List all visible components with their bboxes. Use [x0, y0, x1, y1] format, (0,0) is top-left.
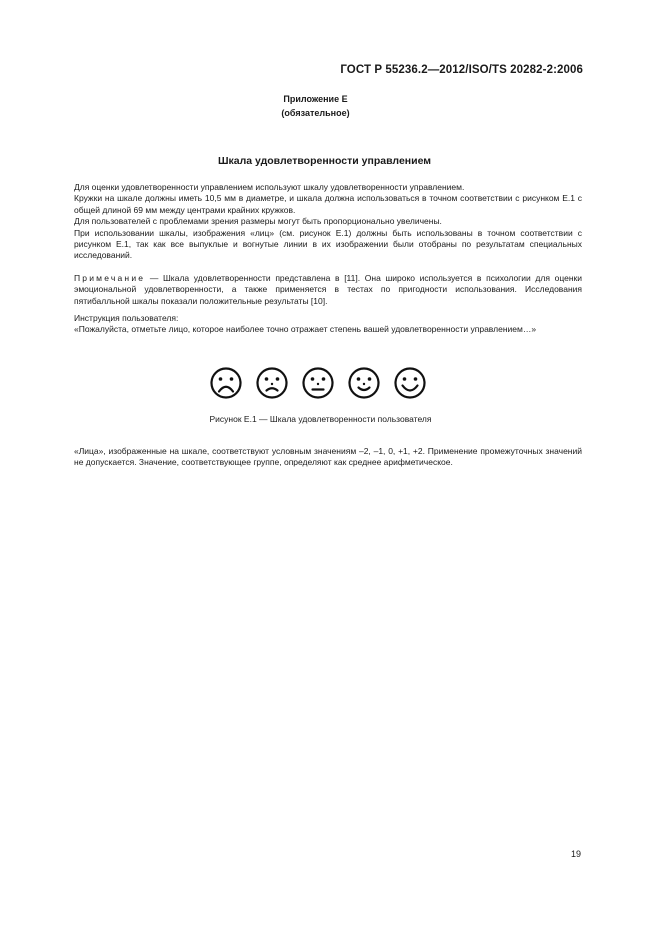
annex-title: Приложение Е: [283, 94, 348, 104]
satisfaction-scale: [0, 366, 648, 400]
instruction-quote: «Пожалуйста, отметьте лицо, которое наиболее точно отражает степень вашей удовлетворенности управлением…»: [74, 324, 537, 335]
instruction-label: Инструкция пользователя:: [74, 313, 179, 323]
annex-status: (обязательное): [281, 108, 350, 118]
paragraph: Кружки на шкале должны иметь 10,5 мм в диаметре, и шкала должна использоваться в точном соответствии с рисунком Е.1 с общей длиной 69 мм между центрами крайних кружков.: [74, 193, 582, 215]
note-block: [74, 273, 582, 307]
instruction-block: [74, 313, 582, 336]
closing-block: [74, 446, 582, 469]
happy-face-icon: [347, 366, 381, 400]
very-happy-face-icon: [393, 366, 427, 400]
body-text: [74, 182, 582, 262]
unhappy-face-icon: [255, 366, 289, 400]
annex-heading: [0, 92, 661, 120]
paragraph: При использовании шкалы, изображения «лиц» (см. рисунок Е.1) должны быть использованы в точном соответствии с рисунком Е.1, так как все выпуклые и вогнутые линии в их изображении были отобраны по результатам специальных исследований.: [74, 227, 582, 261]
closing-paragraph: «Лица», изображенные на шкале, соответствуют условным значениям –2, –1, 0, +1, +2. Применение промежуточных значений не допускается. Значение, соответствующее группе, определяют как среднее арифметическое.: [74, 446, 582, 468]
paragraph: Для пользователей с проблемами зрения размеры могут быть пропорционально увеличены.: [74, 216, 442, 227]
page-number: 19: [570, 849, 581, 859]
neutral-face-icon: [301, 366, 335, 400]
figure-caption: Рисунок Е.1 — Шкала удовлетворенности пользователя: [209, 414, 432, 424]
section-title: Шкала удовлетворенности управлением: [217, 155, 432, 167]
paragraph: Для оценки удовлетворенности управлением используют шкалу удовлетворенности управлением.: [74, 182, 465, 192]
note-text: — Шкала удовлетворенности представлена в [11]. Она широко используется в психологии для оценки эмоциональной удовлетворенности, а также применяется в тестах по пригодности использования. Исследования пятибалльной шкалы показали положительные результаты [10].: [74, 273, 582, 306]
note-paragraph: [74, 273, 582, 307]
standard-id-header: ГОСТ Р 55236.2—2012/ISO/TS 20282-2:2006: [340, 64, 583, 76]
very-unhappy-face-icon: [209, 366, 243, 400]
note-lead: Примечание: [74, 273, 146, 283]
